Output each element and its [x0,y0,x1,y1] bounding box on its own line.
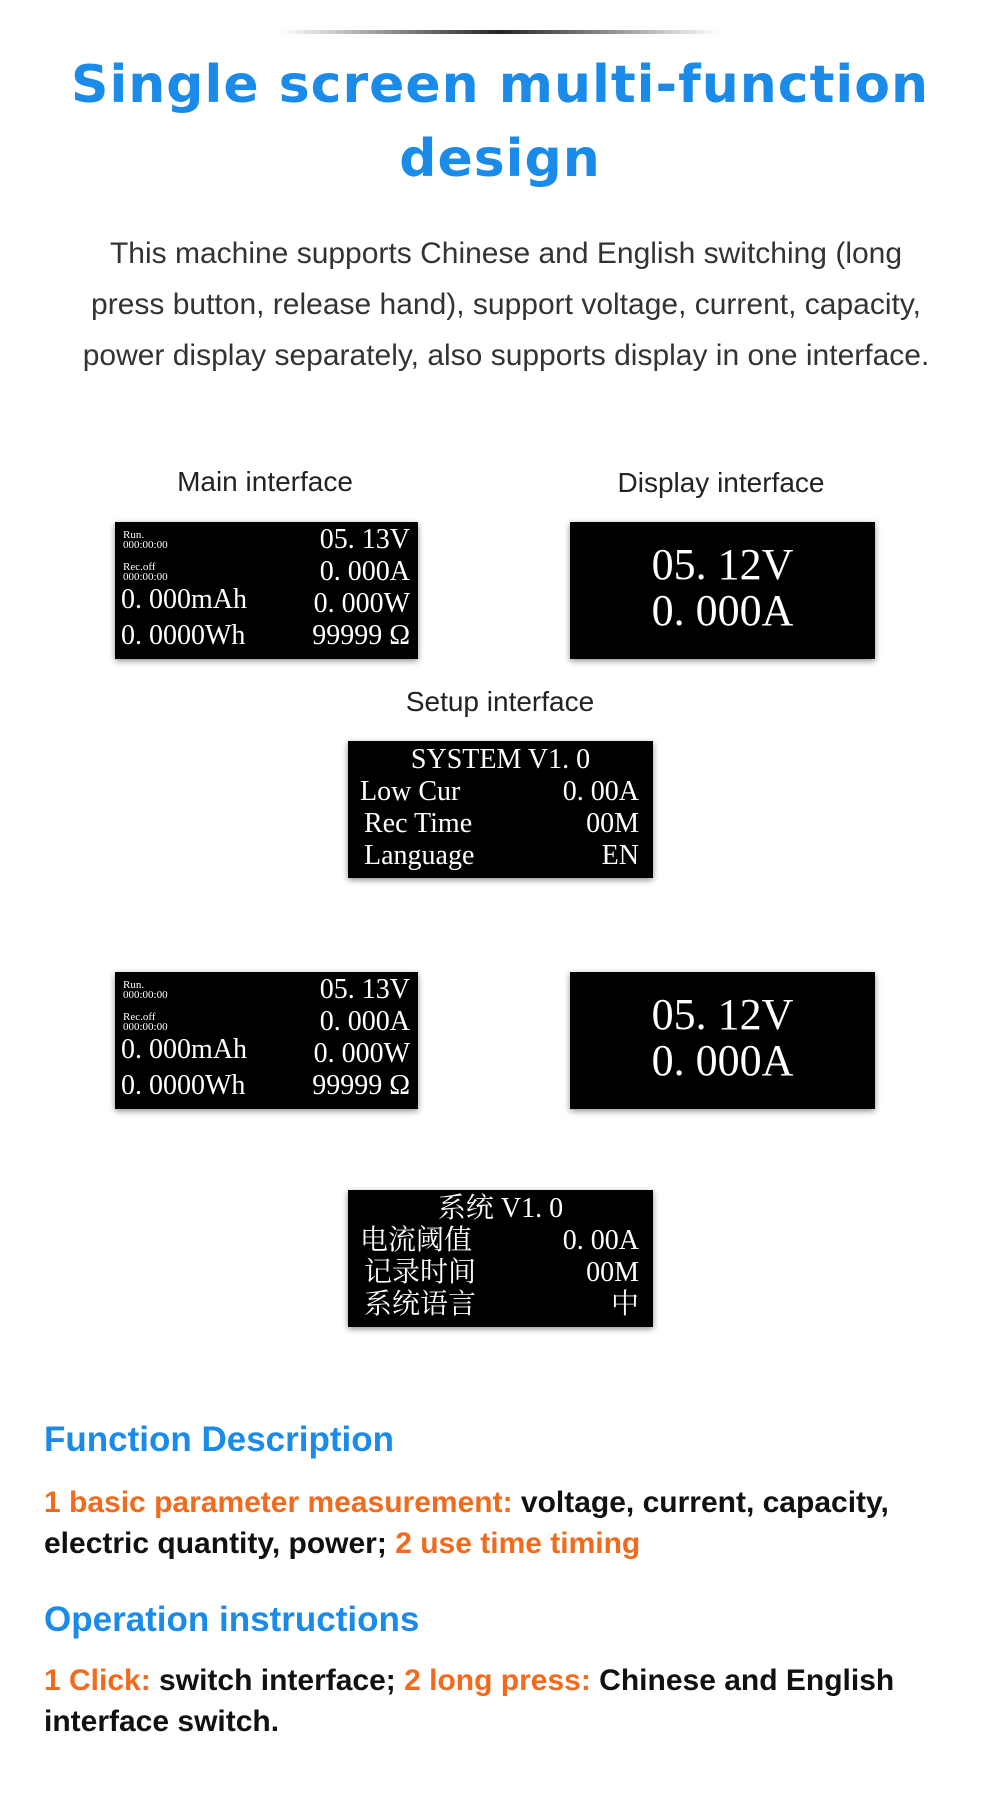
setup-row-low-cur [360,777,639,807]
setup-row-label: 记录时间 [364,1257,477,1288]
operation-item1-text: switch interface; [150,1664,396,1697]
run-time: 000:00:00 [123,989,168,1001]
setup-title: 系统 V1. 0 [437,1193,564,1224]
setup-interface-screen-cn [348,1190,653,1327]
page-title: Single screen multi-function design [71,55,929,189]
capacity-readout: 0. 000mAh [121,1034,247,1065]
display-voltage: 05. 12V [651,540,794,589]
operation-instructions-heading: Operation instructions [44,1600,420,1639]
display-current: 0. 000A [651,1036,794,1085]
run-label: Run. [123,979,145,991]
setup-row-value: 0. 00A [562,1225,639,1256]
operation-item2-label: 2 long press: [395,1664,591,1697]
setup-row-record-time [364,1258,639,1288]
voltage-readout: 05. 13V [319,974,410,1005]
function-item2-label: 2 use time timing [386,1527,641,1560]
main-interface-screen-2 [115,972,418,1109]
setup-row-language [364,841,639,871]
run-label: Run. [123,529,145,541]
display-voltage: 05. 12V [651,990,794,1039]
setup-row-label: 系统语言 [364,1289,477,1320]
power-readout: 0. 000W [313,588,410,619]
setup-row-system-language [364,1290,639,1320]
operation-item2-text: Chinese and English interface switch. [44,1664,895,1738]
setup-title: SYSTEM V1. 0 [410,744,591,775]
setup-row-rec-time [364,809,639,839]
capacity-readout: 0. 000mAh [121,584,247,615]
setup-row-label: Language [364,840,475,871]
setup-row-current-threshold [360,1226,639,1256]
operation-instructions-text [44,1660,964,1742]
energy-readout: 0. 0000Wh [121,1070,246,1101]
rec-label: Rec.off [123,1011,156,1023]
setup-row-label: 电流阈值 [360,1225,473,1256]
resistance-readout: 99999 Ω [312,620,410,651]
rec-time: 000:00:00 [123,571,168,583]
resistance-readout: 99999 Ω [312,1070,410,1101]
caption-setup-interface: Setup interface [405,686,595,717]
function-description-text [44,1482,964,1564]
intro-paragraph: This machine supports Chinese and English switching (long press button, release hand), support voltage, current, capacity, power display separately, also supports display in one interface. [82,237,930,372]
rec-time: 000:00:00 [123,1021,168,1033]
display-interface-screen-2 [570,972,875,1109]
current-readout: 0. 000A [319,1006,410,1037]
top-divider [280,30,720,34]
caption-display-interface: Display interface [617,467,825,498]
setup-row-value: 0. 00A [562,776,639,807]
current-readout: 0. 000A [319,556,410,587]
setup-row-value: 00M [586,808,639,839]
display-current: 0. 000A [651,586,794,635]
function-description-heading: Function Description [44,1420,394,1459]
setup-row-label: Low Cur [360,776,461,807]
setup-row-label: Rec Time [364,808,473,839]
rec-label: Rec.off [123,561,156,573]
setup-interface-screen-en [348,741,653,878]
voltage-readout: 05. 13V [319,524,410,555]
energy-readout: 0. 0000Wh [121,620,246,651]
power-readout: 0. 000W [313,1038,410,1069]
main-interface-screen [115,522,418,659]
display-interface-screen [570,522,875,659]
operation-item1-label: 1 Click: [44,1664,151,1697]
setup-row-value: 中 [610,1289,639,1320]
setup-row-value: EN [601,840,639,871]
function-item1-label: 1 basic parameter measurement: [44,1486,513,1519]
caption-main-interface: Main interface [177,466,353,497]
function-item1-text: voltage, current, capacity, electric quantity, power; [44,1486,889,1560]
run-time: 000:00:00 [123,539,168,551]
setup-row-value: 00M [586,1257,639,1288]
